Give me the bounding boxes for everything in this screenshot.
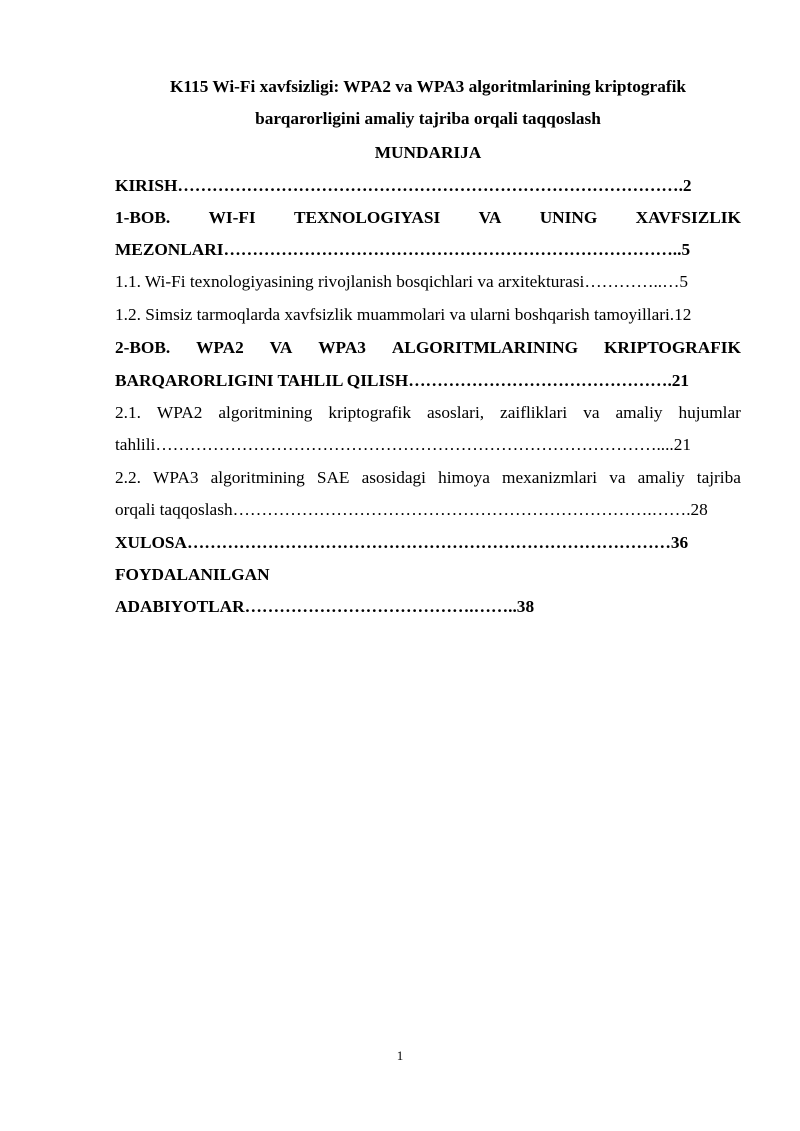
toc-entry-references-line-2: ADABIYOTLAR………………………………….……..38 xyxy=(115,597,535,616)
toc-entry-section-2-1-line-1 xyxy=(115,401,741,425)
page-number: 1 xyxy=(396,1048,404,1063)
toc-word: tajriba xyxy=(696,468,741,487)
toc-word: algoritmining xyxy=(218,403,313,422)
toc-word: WPA2 xyxy=(156,403,203,422)
toc-word: himoya xyxy=(438,468,490,487)
toc-word: mexanizmlari xyxy=(502,468,598,487)
toc-entry-section-2-2-line-1 xyxy=(115,466,741,490)
toc-word: amaliy xyxy=(637,468,685,487)
toc-entry-references-line-1: FOYDALANILGAN xyxy=(115,565,270,584)
toc-entry-chapter-1-line-2: MEZONLARI……………………………………………………………………..5 xyxy=(115,240,691,259)
toc-word: XAVFSIZLIK xyxy=(635,208,741,227)
toc-word: algoritmining xyxy=(210,468,305,487)
toc-entry-chapter-2-line-1 xyxy=(115,336,741,360)
toc-entry-chapter-1-line-1 xyxy=(115,206,741,230)
toc-word: WPA3 xyxy=(318,338,366,357)
toc-word: VA xyxy=(478,208,502,227)
toc-word: UNING xyxy=(539,208,598,227)
toc-word: KRIPTOGRAFIK xyxy=(603,338,741,357)
toc-entry-conclusion: XULOSA…………………………………………………………………………36 xyxy=(115,533,689,552)
toc-word: hujumlar xyxy=(678,403,741,422)
toc-word: va xyxy=(583,403,600,422)
toc-word: va xyxy=(609,468,626,487)
toc-word: ALGORITMLARINING xyxy=(391,338,579,357)
toc-word: SAE xyxy=(316,468,350,487)
toc-word: 2.1. xyxy=(115,403,141,422)
toc-word: WI-FI xyxy=(208,208,256,227)
toc-entry-section-1-1: 1.1. Wi-Fi texnologiyasining rivojlanish bosqichlari va arxitekturasi…………..…5 xyxy=(115,272,689,291)
toc-word: VA xyxy=(269,338,293,357)
toc-word: TEXNOLOGIYASI xyxy=(293,208,441,227)
toc-entry-intro: KIRISH…………………………………………………………………………….2 xyxy=(115,176,692,195)
toc-word: asosidagi xyxy=(361,468,426,487)
toc-word: 1-BOB. xyxy=(115,208,171,227)
toc-word: 2.2. xyxy=(115,468,141,487)
toc-word: WPA2 xyxy=(196,338,244,357)
toc-word: zaifliklari xyxy=(500,403,568,422)
toc-entry-section-2-2-line-2: orqali taqqoslash……………………………………………………………….…….28 xyxy=(115,500,708,519)
toc-entry-section-2-1-line-2: tahlili……………………………………………………………………………....21 xyxy=(115,435,692,454)
document-title-line-2: barqarorligini amaliy tajriba orqali taqqoslash xyxy=(255,109,601,128)
toc-word: amaliy xyxy=(615,403,663,422)
toc-entry-chapter-2-line-2: BARQARORLIGINI TAHLIL QILISH……………………………………….21 xyxy=(115,371,690,390)
toc-word: asoslari, xyxy=(426,403,485,422)
toc-entry-section-1-2: 1.2. Simsiz tarmoqlarda xavfsizlik muammolari va ularni boshqarish tamoyillari.12 xyxy=(115,305,692,324)
toc-word: 2-BOB. xyxy=(115,338,171,357)
toc-word: WPA3 xyxy=(153,468,199,487)
toc-heading: MUNDARIJA xyxy=(374,143,482,162)
document-title-line-1: K115 Wi-Fi xavfsizligi: WPA2 va WPA3 algoritmlarining kriptografik xyxy=(169,77,687,96)
toc-word: kriptografik xyxy=(328,403,411,422)
